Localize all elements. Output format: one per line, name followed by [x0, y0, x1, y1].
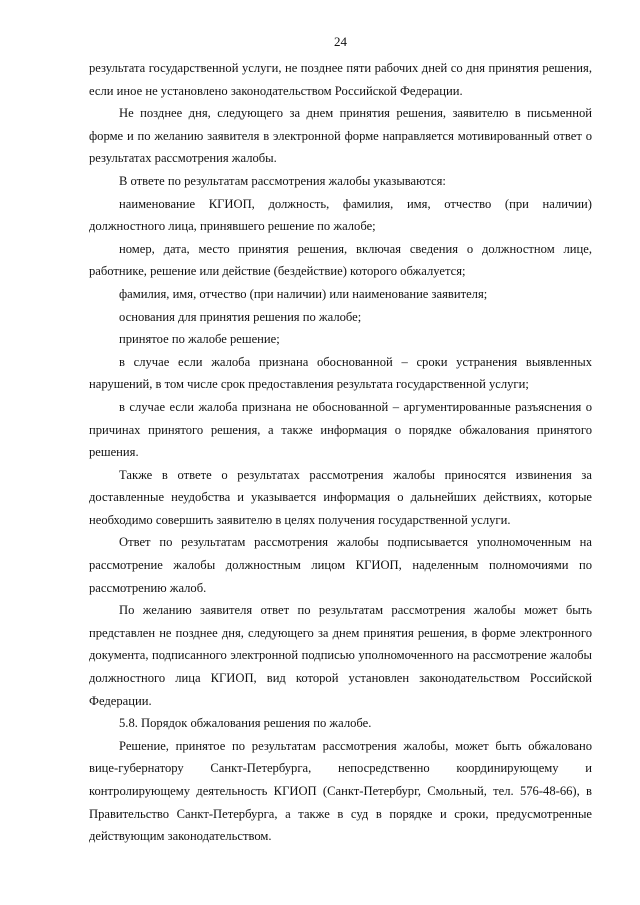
paragraph-response-contents-intro: В ответе по результатам рассмотрения жалобы указываются: — [119, 173, 446, 188]
paragraph-appeal-procedure: Решение, принятое по результатам рассмотрения жалобы, может быть обжаловано вице-губернатору Санкт-Петербурга, непосредственно координирующему и контролирующему деятельность КГИОП (Санкт-Петербург, Смольный, тел. 576-48-66), в Правительство Санкт-Петербурга, а также в суд в порядке и сроки, предусмотренные действующим законодательством. — [89, 738, 592, 844]
list-item-decision-details: номер, дата, место принятия решения, включая сведения о должностном лице, работнике, решение или действие (бездействие) которого обжалуется; — [89, 241, 592, 279]
list-item-official-name: наименование КГИОП, должность, фамилия, имя, отчество (при наличии) должностного лица, принявшего решение по жалобе; — [89, 196, 592, 234]
section-heading-5-8: 5.8. Порядок обжалования решения по жалобе. — [119, 716, 372, 731]
list-item-decision: принятое по жалобе решение; — [119, 332, 280, 347]
list-item-unjustified-complaint: в случае если жалоба признана не обоснованной – аргументированные разъяснения о причинах принятого решения, а также информация о порядке обжалования принятого решения. — [89, 399, 592, 460]
list-item-applicant-name: фамилия, имя, отчество (при наличии) или наименование заявителя; — [119, 286, 488, 301]
page-number: 24 — [334, 34, 347, 49]
paragraph-continuation: результата государственной услуги, не позднее пяти рабочих дней со дня принятия решения, если иное не установлено законодательством Российской Федерации. — [89, 61, 592, 98]
paragraph-apologies: Также в ответе о результатах рассмотрения жалобы приносятся извинения за доставленные неудобства и указывается информация о дальнейших действиях, которые необходимо совершить заявителю в целях получения государственной услуги. — [89, 467, 592, 527]
paragraph-response-signature: Ответ по результатам рассмотрения жалобы подписывается уполномоченным на рассмотрение жалобы должностным лицом КГИОП, наделенным полномочиями по рассмотрению жалоб. — [89, 535, 592, 595]
paragraph-response-deadline: Не позднее дня, следующего за днем принятия решения, заявителю в письменной форме и по желанию заявителя в электронной форме направляется мотивированный ответ о результатах рассмотрения жалобы. — [89, 106, 592, 166]
paragraph-electronic-response: По желанию заявителя ответ по результатам рассмотрения жалобы может быть представлен не позднее дня, следующего за днем принятия решения, в форме электронного документа, подписанного электронной подписью уполномоченного на рассмотрение жалобы должностного лица КГИОП, вид которой установлен законодательством Российской Федерации. — [89, 603, 592, 708]
list-item-decision-grounds: основания для принятия решения по жалобе; — [119, 309, 362, 324]
list-item-justified-complaint: в случае если жалоба признана обоснованной – сроки устранения выявленных нарушений, в том числе срок предоставления результата государственной услуги; — [89, 354, 592, 392]
